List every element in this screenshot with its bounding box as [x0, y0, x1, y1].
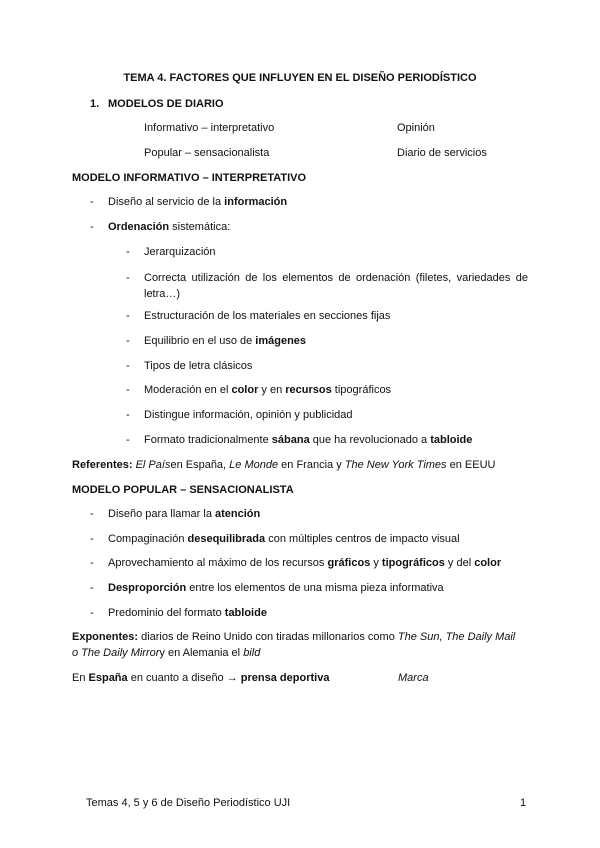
list-item: - Ordenación sistemática:: [90, 221, 231, 233]
page-number: 1: [520, 797, 527, 809]
exponentes-line: Exponentes: diarios de Reino Unido con tiradas millonarios como The Sun, The Daily Mail: [72, 631, 516, 643]
marca-label: Marca: [398, 672, 429, 684]
list-item: - Desproporción entre los elementos de una misma pieza informativa: [90, 582, 444, 594]
sub-list-item: - Formato tradicionalmente sábana que ha revolucionado a tabloide: [126, 434, 473, 446]
sub-list-item: - Jerarquización: [126, 246, 216, 258]
sub-list-item: - Estructuración de los materiales en secciones fijas: [126, 310, 391, 322]
espana-line: En España en cuanto a diseño → prensa deportiva: [72, 672, 330, 684]
sub-list-item: - Distingue información, opinión y publicidad: [126, 409, 353, 421]
list-item: - Aprovechamiento al máximo de los recursos gráficos y tipográficos y del color: [90, 557, 502, 569]
section-heading-modelos: [90, 98, 224, 110]
model-opinion: Opinión: [397, 122, 435, 134]
model-servicios: Diario de servicios: [397, 147, 487, 159]
heading-number: 1.: [90, 98, 100, 110]
sub-list-item: - Equilibrio en el uso de imágenes: [126, 335, 307, 347]
list-item: - Compaginación desequilibrada con múltiples centros de impacto visual: [90, 533, 460, 545]
list-item: - Predominio del formato tabloide: [90, 607, 267, 619]
referentes-line: Referentes: El Paísen España, Le Monde en Francia y The New York Times en EEUU: [72, 459, 496, 471]
exponentes-line-2: o The Daily Mirrory en Alemania el bild: [72, 647, 261, 659]
heading-modelo-popular: MODELO POPULAR – SENSACIONALISTA: [72, 484, 294, 496]
heading-modelo-informativo: MODELO INFORMATIVO – INTERPRETATIVO: [72, 172, 307, 184]
document-title: TEMA 4. FACTORES QUE INFLUYEN EN EL DISEÑO PERIODÍSTICO: [123, 72, 477, 84]
sub-list-item: - Tipos de letra clásicos: [126, 360, 253, 372]
sub-list-item: - Moderación en el color y en recursos tipográficos: [126, 384, 392, 396]
model-informativo: Informativo – interpretativo: [144, 122, 275, 134]
list-item: - Diseño para llamar la atención: [90, 508, 261, 520]
sub-list-item: - Correcta utilización de los elementos de ordenación (filetes, variedades de letra…): [126, 272, 528, 300]
heading-text: MODELOS DE DIARIO: [108, 98, 224, 110]
model-popular: Popular – sensacionalista: [144, 147, 270, 159]
list-item: - Diseño al servicio de la información: [90, 196, 288, 208]
footer-text: Temas 4, 5 y 6 de Diseño Periodístico UJI: [86, 797, 291, 809]
